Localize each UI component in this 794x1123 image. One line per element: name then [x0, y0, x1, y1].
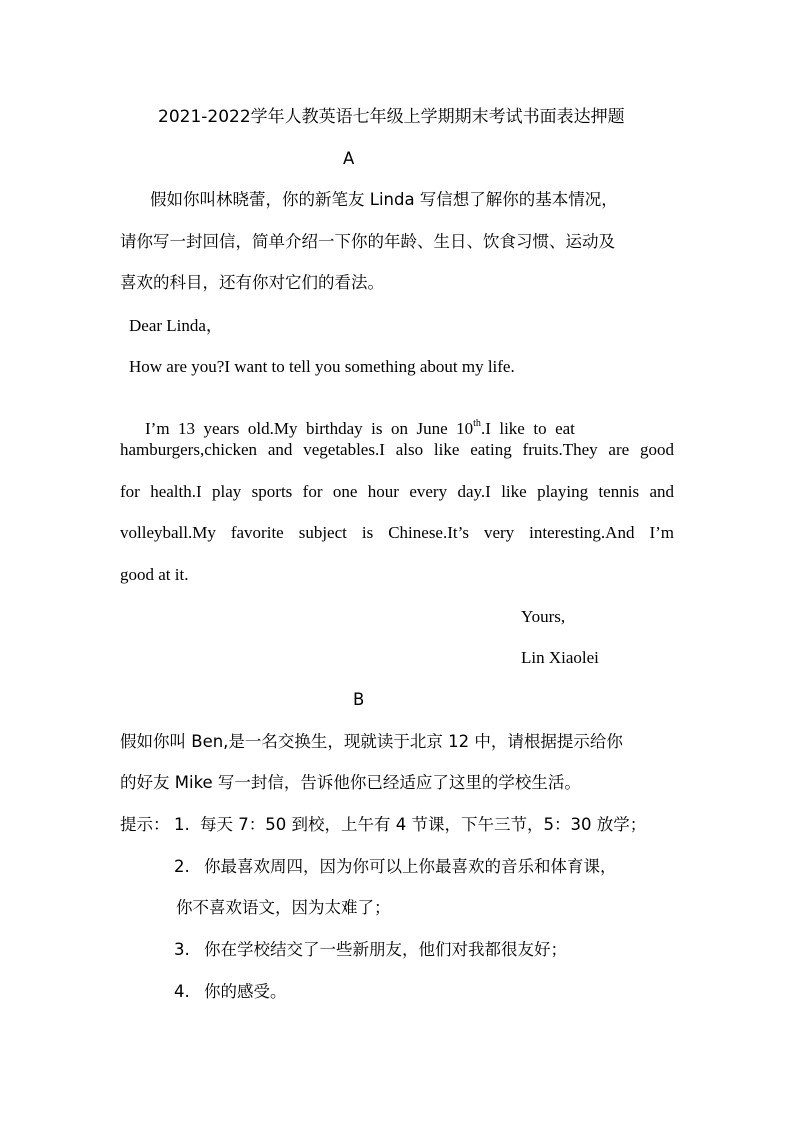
letter-body-line-4: volleyball.My favorite subject is Chinese.It’s very interesting.And I’m — [120, 523, 674, 542]
letter-opening: How are you?I want to tell you something about my life. — [129, 357, 515, 376]
ordinal-suffix: th — [473, 418, 481, 430]
hint-2-text-line-1: 你最喜欢周四，因为你可以上你最喜欢的音乐和体育课， — [204, 857, 617, 876]
letter-greeting: Dear Linda， — [129, 316, 223, 335]
section-a-label: A — [343, 149, 355, 168]
section-a-prompt-line-1: 假如你叫林晓蕾，你的新笔友 Linda 写信想了解你的基本情况， — [150, 190, 618, 209]
hint-2-number: 2. — [174, 857, 190, 876]
letter-body-line-2: hamburgers,chicken and vegetables.I also like eating fruits.They are good — [120, 440, 674, 459]
section-b-prompt-line-2: 的好友 Mike 写一封信，告诉他你已经适应了这里的学校生活。 — [120, 773, 581, 792]
letter-body-line-1-text: I’m 13 years old.My birthday is on June 10 — [145, 419, 474, 438]
letter-body-line-5: good at it. — [120, 565, 189, 584]
hint-3-number: 3. — [174, 940, 190, 959]
hint-3-text: 你在学校结交了一些新朋友，他们对我都很友好； — [204, 940, 567, 959]
section-a-prompt-line-3: 喜欢的科目，还有你对它们的看法。 — [120, 273, 384, 292]
hint-1-number: 1. — [174, 815, 190, 834]
section-b-label: B — [353, 690, 365, 709]
page-title: 2021-2022学年人教英语七年级上学期期末考试书面表达押题 — [158, 107, 625, 127]
hint-4-number: 4. — [174, 982, 190, 1001]
hint-1-text: 每天 7：50 到校，上午有 4 节课，下午三节，5：30 放学； — [200, 815, 647, 834]
letter-body-line-1-end: .I like to eat — [480, 419, 575, 438]
hint-prefix: 提示： — [120, 815, 170, 834]
section-a-prompt-line-2: 请你写一封回信，简单介绍一下你的年龄、生日、饮食习惯、运动及 — [120, 232, 615, 251]
hint-4-text: 你的感受。 — [204, 982, 287, 1001]
letter-signature: Lin Xiaolei — [521, 648, 599, 667]
section-b-prompt-line-1: 假如你叫 Ben,是一名交换生，现就读于北京 12 中，请根据提示给你 — [120, 732, 623, 751]
letter-closing: Yours, — [521, 607, 566, 626]
hint-2-text-line-2: 你不喜欢语文，因为太难了； — [176, 898, 391, 917]
letter-body-line-3: for health.I play sports for one hour every day.I like playing tennis and — [120, 482, 674, 501]
